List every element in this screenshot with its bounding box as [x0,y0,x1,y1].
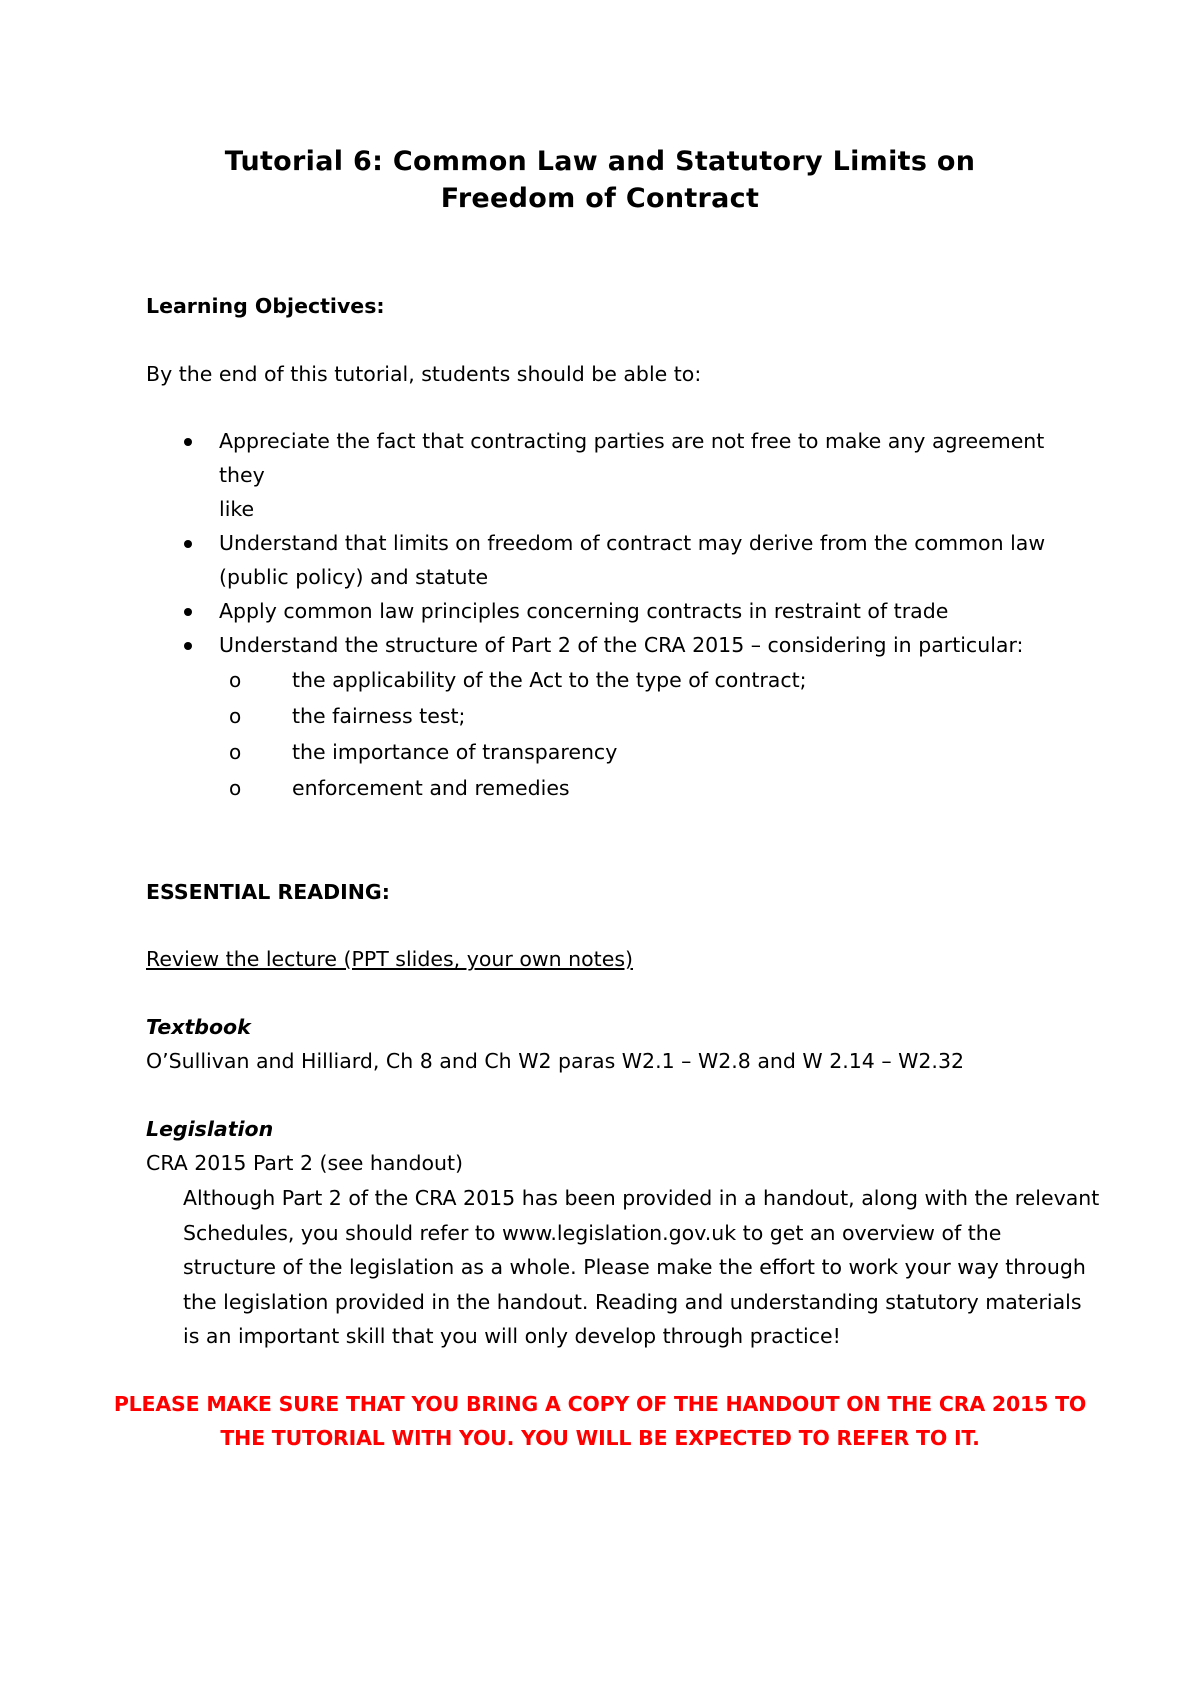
objective-sub-item: o the fairness test; [219,698,1076,734]
title-line-1: Tutorial 6: Common Law and Statutory Limits on [224,146,976,177]
objective-sub-item: o the importance of transparency [219,734,1076,770]
objective-sub-list [219,662,1076,806]
legislation-reference: CRA 2015 Part 2 (see handout) [146,1151,464,1175]
review-lecture-line [146,942,1076,976]
bullet-icon [184,438,192,446]
notice-line-1: PLEASE MAKE SURE THAT YOU BRING A COPY OF THE HANDOUT ON THE CRA 2015 TO [113,1392,1087,1416]
objectives-heading: Learning Objectives: [146,294,385,318]
objectives-intro: By the end of this tutorial, students should be able to: [146,362,702,386]
circle-bullet-icon: o [229,704,242,728]
page-title [0,143,1200,217]
notice-line-2: THE TUTORIAL WITH YOU. YOU WILL BE EXPECTED TO REFER TO IT. [220,1426,980,1450]
bullet-icon [184,642,192,650]
title-line-2: Freedom of Contract [440,183,760,214]
textbook-heading: Textbook [146,1015,251,1039]
objective-item: Apply common law principles concerning contracts in restraint of trade [146,594,1076,628]
objectives-list [146,424,1076,806]
essential-reading-heading: ESSENTIAL READING: [146,880,390,904]
bullet-icon [184,608,192,616]
objective-sub-item: o the applicability of the Act to the type of contract; [219,662,1076,698]
objective-item: Understand that limits on freedom of contract may derive from the common law (public policy) and statute [146,526,1076,594]
objective-item: Understand the structure of Part 2 of the CRA 2015 – considering in particular: o the applicability of the Act to the type of contract; o the fairness test; o the importance of transparency o enforcement and remedies [146,628,1076,806]
handout-notice [0,1387,1200,1455]
legislation-paragraph: Although Part 2 of the CRA 2015 has been provided in a handout, along with the relevant Schedules, you should refer to www.legislation.gov.uk to get an overview of the structure of the legislation as a whole. Please make the effort to work your way through the legislation provided in the handout. Reading and understanding statutory materials is an important skill that you will only develop through practice! [183,1186,1100,1348]
circle-bullet-icon: o [229,740,242,764]
legislation-heading: Legislation [146,1117,274,1141]
objective-sub-item: o enforcement and remedies [219,770,1076,806]
textbook-reference: O’Sullivan and Hilliard, Ch 8 and Ch W2 paras W2.1 – W2.8 and W 2.14 – W2.32 [146,1049,965,1073]
objective-item: Appreciate the fact that contracting parties are not free to make any agreement they like [146,424,1076,526]
circle-bullet-icon: o [229,668,242,692]
circle-bullet-icon: o [229,776,242,800]
review-lecture-text: Review the lecture (PPT slides, your own notes) [146,947,633,971]
bullet-icon [184,540,192,548]
